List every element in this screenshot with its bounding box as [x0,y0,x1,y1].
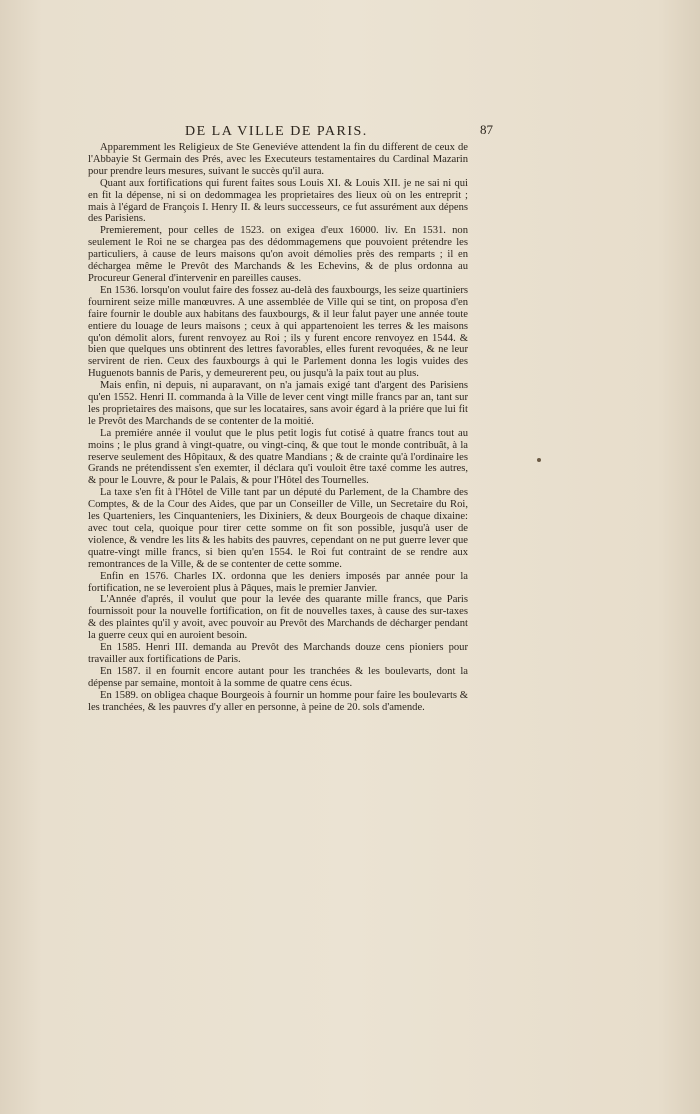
paragraph: En 1589. on obligea chaque Bourgeois à fournir un homme pour faire les boulevarts & les tranchées, & les pauvres d'y aller en personne, à peine de 20. sols d'amende. [88,689,468,713]
page-number: 87 [480,122,493,137]
paragraph: En 1536. lorsqu'on voulut faire des fossez au-delà des fauxbourgs, les seize quartiniers fournirent seize mille manœuvres. A une assemblée de Ville qui se tint, on proposa d'en faire fournir le double aux habitans des fauxbourgs, & il leur falut payer une année toute entiere du louage de leurs maisons ; ceux à qui appartenoient les terres & les maisons qu'on démolit alors, furent renvoyez au Roi ; ils y furent encore renvoyez en 1544. & bien que quelques uns obtinrent des lettres favorables, elles furent revoquées, & ne leur servirent de rien. Ceux des fauxbourgs à qui le Parlement donna les logis vuides des Huguenots bannis de Paris, y demeurerent peu, ou jusqu'à la paix tout au plus. [88,284,468,380]
paragraph: Enfin en 1576. Charles IX. ordonna que les deniers imposés par année pour la fortification, ne se leveroient plus à Pâques, mais le premier Janvier. [88,570,468,594]
paragraph: En 1585. Henri III. demanda au Prevôt des Marchands douze cens pioniers pour travailler aux fortifications de Paris. [88,642,468,665]
body-text [88,142,468,714]
paragraph: La premiére année il voulut que le plus petit logis fut cotisé à quatre francs tout au moins ; le plus grand à vingt-quatre, ou vingt-cinq, & que tout le monde contribuât, à la reserve seulement des Hôpitaux, & des quatre Mandians ; & de crainte qu'à l'ordinaire les Grands ne prétendissent s'en exemter, il déclara qu'i vouloit être taxé comme les autres, & pour le Louvre, & pour le Palais, & pour l'Hôtel des Tournelles. [88,427,468,487]
running-title: DE LA VILLE DE PARIS. [185,124,368,139]
running-header [185,122,493,140]
paragraph: Apparemment les Religieux de Ste Geneviéve attendent la fin du different de ceux de l'Abbayie St Germain des Prés, avec les Executeurs testamentaires du Cardinal Mazarin pour prendre leurs mesures, suivant le succès qu'il aura. [88,142,468,177]
paragraph: Quant aux fortifications qui furent faites sous Louis XI. & Louis XII. je ne sai ni qui en fit la dépense, ni si on dedommagea les proprietaires des lieux où on les entreprit ; mais à l'égard de François I. Henry II. & leurs successeurs, ce fut assurément aux dépens des Parisiens. [88,177,468,225]
ink-spot [537,458,541,462]
paragraph: Mais enfin, ni depuis, ni auparavant, on n'a jamais exigé tant d'argent des Parisiens qu'en 1552. Henri II. commanda à la Ville de lever cent vingt mille francs par an, tant sur les proprietaires des maisons, que sur les locataires, sans avoir égard à la priére que lui fit le Prevôt des Marchands de se contenter de la moitié. [88,380,468,427]
paragraph: Premierement, pour celles de 1523. on exigea d'eux 16000. liv. En 1531. non seulement le Roi ne se chargea pas des dédommagemens que pouvoient prétendre les particuliers, à cause de leurs maisons qu'on avoit démolies près des remparts ; il en déchargea même le Prevôt des Marchands & les Echevins, & de plus ordonna au Procureur General d'intervenir en pareilles causes. [88,225,468,284]
paragraph: La taxe s'en fit à l'Hôtel de Ville tant par un député du Parlement, de la Chambre des Comptes, & de la Cour des Aides, que par un Conseiller de Ville, un Secretaire du Roi, les Quarteniers, les Cinquanteniers, les Dixiniers, & deux Bourgeois de chaque dixaine: avec tout cela, quoique pour tirer cette somme on fit son possible, jusqu'à user de violence, & vendre les lits & les habits des pauvres, cependant on ne put guerre lever que quatre-vingt mille francs, si bien qu'en 1554. le Roi fut contraint de se rendre aux remontrances de la Ville, & de se contenter de cette somme. [88,487,468,570]
paragraph: L'Année d'aprés, il voulut que pour la levée des quarante mille francs, que Paris fournissoit pour la nouvelle fortification, on fit de nouvelles taxes, à cause des sur-taxes & des plaintes qu'il y avoit, avec pouvoir au Prevôt des Marchands de décharger pendant la guerre ceux qui en auroient besoin. [88,594,468,642]
paragraph: En 1587. il en fournit encore autant pour les tranchées & les boulevarts, dont la dépense par semaine, montoit à la somme de quatre cens écus. [88,665,468,689]
